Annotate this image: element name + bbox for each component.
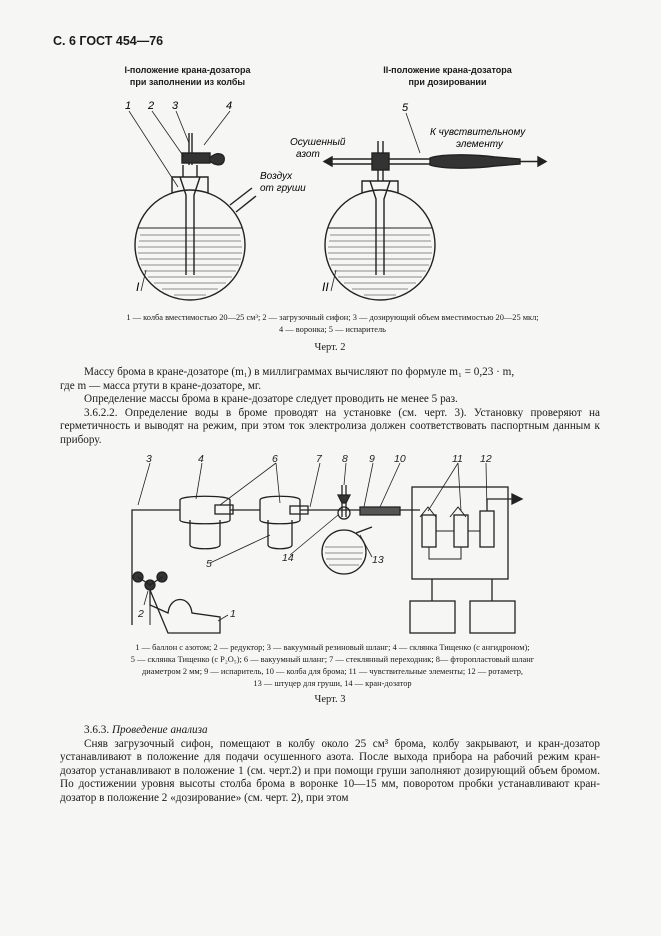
fig2-left-title: I-положение крана-дозатора при заполнении из колбы (124, 65, 251, 87)
fig3-callout-1: 1 (230, 608, 236, 620)
callout-1: 1 (125, 100, 132, 112)
roman-I: I (136, 280, 140, 294)
fig3-callout-9: 9 (369, 455, 375, 465)
label-to-sensor: К чувствительному (430, 127, 526, 138)
fig3-callout-4: 4 (198, 455, 204, 465)
fig3-caption: Черт. 3 (314, 694, 346, 705)
fig3-callout-2: 2 (138, 608, 144, 620)
callout-3: 3 (172, 100, 179, 112)
figure3-drawing (120, 455, 560, 635)
fig3-callout-14: 14 (282, 552, 294, 564)
label-air: Воздух (260, 171, 293, 182)
figure2-drawing (100, 95, 560, 305)
label-dried: Осушенный (290, 137, 346, 148)
callout-2: 2 (148, 100, 155, 112)
fig3-callout-6: 6 (272, 455, 278, 465)
fig2-caption: Черт. 2 (314, 342, 346, 353)
fig2-legend: 1 — колба вместимостью 20—25 см³; 2 — загрузочный сифон; 3 — дозирующий объем вместимостью 20—25 мкл; 4 — воронка; 5 — испаритель (126, 313, 539, 334)
text-block-2: 3.6.3. Проведение анализа Сняв загрузочный сифон, помещают в колбу около 25 см³ брома, колбу закрывают, и кран-дозатор устанавливают в положение для подачи осушенного азота. После выхода прибора на рабочий режим кран-дозатор устанавливают в положение 1 (см. черт.2) и при помощи груши заполняют дозирующий объем бромом. По достижении уровня высоты столба брома в воронке 10—15 мм, поворотом пробки устанавливают кран-дозатор в положение 2 «дозирование» (см. черт. 2), при этом (60, 724, 600, 804)
fig3-callout-5: 5 (206, 558, 212, 570)
callout-5: 5 (402, 102, 409, 114)
fig2-right-title: II-положение крана-дозатора при дозировании (383, 65, 512, 87)
callout-4: 4 (226, 100, 233, 112)
fig3-callout-13: 13 (372, 554, 384, 566)
flask-left (135, 190, 245, 300)
page-header: С. 6 ГОСТ 454—76 (53, 34, 164, 48)
tishchenko-bottle-4 (180, 496, 230, 524)
roman-II: II (322, 280, 329, 294)
fig3-callout-3: 3 (146, 455, 152, 465)
fig3-legend: 1 — баллон с азотом; 2 — редуктор; 3 — вакуумный резиновый шланг; 4 — склянка Тищенко (с ангидроном); 5 — склянка Тищенко (с P₂O₅); 6 — вакуумный шланг; 7 — стеклянный переходник; 8— фторопластовый шланг диаметром 2 мм; 9 — испаритель, 10 — колба для брома; 11 — чувствительные элементы; 12 — ротаметр, 13 — штуцер для груши, 14 — кран-дозатор (130, 643, 535, 688)
section-heading: 3.6.3. Проведение анализа (84, 724, 208, 736)
fig3-callout-12: 12 (480, 455, 492, 465)
label-from-bulb: от груши (260, 183, 306, 194)
text-block-1: Массу брома в кране-дозаторе (m₁) в миллиграммах вычисляют по формуле m₁ = 0,23 · m, где m — масса ртути в кране-дозаторе, мг. Определение массы брома в кране-дозаторе следует проводить не менее 5 раз. 3.6.2.2. Определение воды в броме проводят на установке (см. черт. 3). Установку проверяют на герметичность и выводят на режим, при этом ток электролиза должен соответствовать паспортным данным к прибору. (60, 366, 600, 446)
flask-bromine (322, 530, 366, 574)
fig3-callout-11: 11 (452, 455, 463, 465)
flask-right (325, 190, 435, 300)
fig3-callout-7: 7 (316, 455, 322, 465)
fig3-callout-8: 8 (342, 455, 348, 465)
label-nitrogen: азот (296, 149, 320, 160)
label-element: элементу (456, 139, 503, 150)
fig3-callout-10: 10 (394, 455, 406, 465)
